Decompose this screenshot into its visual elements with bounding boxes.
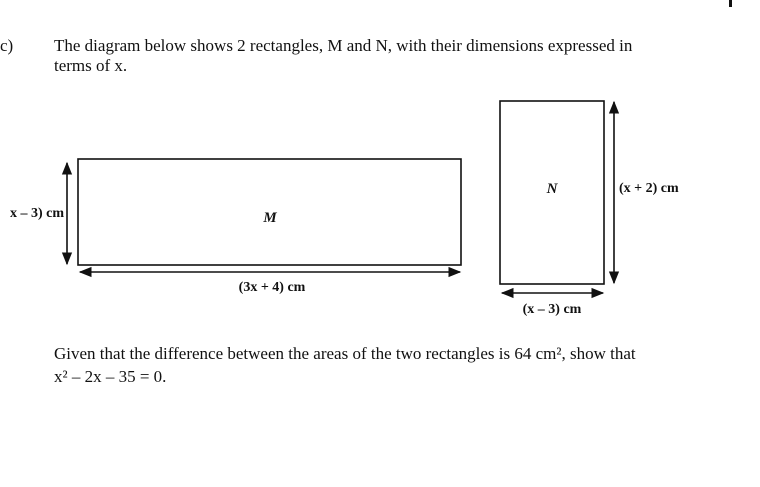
rectangle-n-width-label: (x – 3) cm bbox=[522, 302, 582, 317]
rectangle-m-label: M bbox=[263, 210, 277, 226]
task-line-1: Given that the difference between the areas of the two rectangles is 64 cm², show that bbox=[54, 344, 636, 363]
intro-line-2: terms of x. bbox=[54, 56, 128, 75]
rectangle-m-height-label: x – 3) cm bbox=[9, 206, 64, 221]
rectangle-m-width-label: (3x + 4) cm bbox=[238, 280, 306, 295]
part-label: c) bbox=[0, 36, 14, 55]
rectangle-n-height-label: (x + 2) cm bbox=[619, 181, 679, 196]
intro-line-1: The diagram below shows 2 rectangles, M and N, with their dimensions expressed in bbox=[54, 36, 633, 55]
rectangle-n-label: N bbox=[546, 181, 558, 197]
task-line-2: x² – 2x – 35 = 0. bbox=[54, 367, 167, 386]
